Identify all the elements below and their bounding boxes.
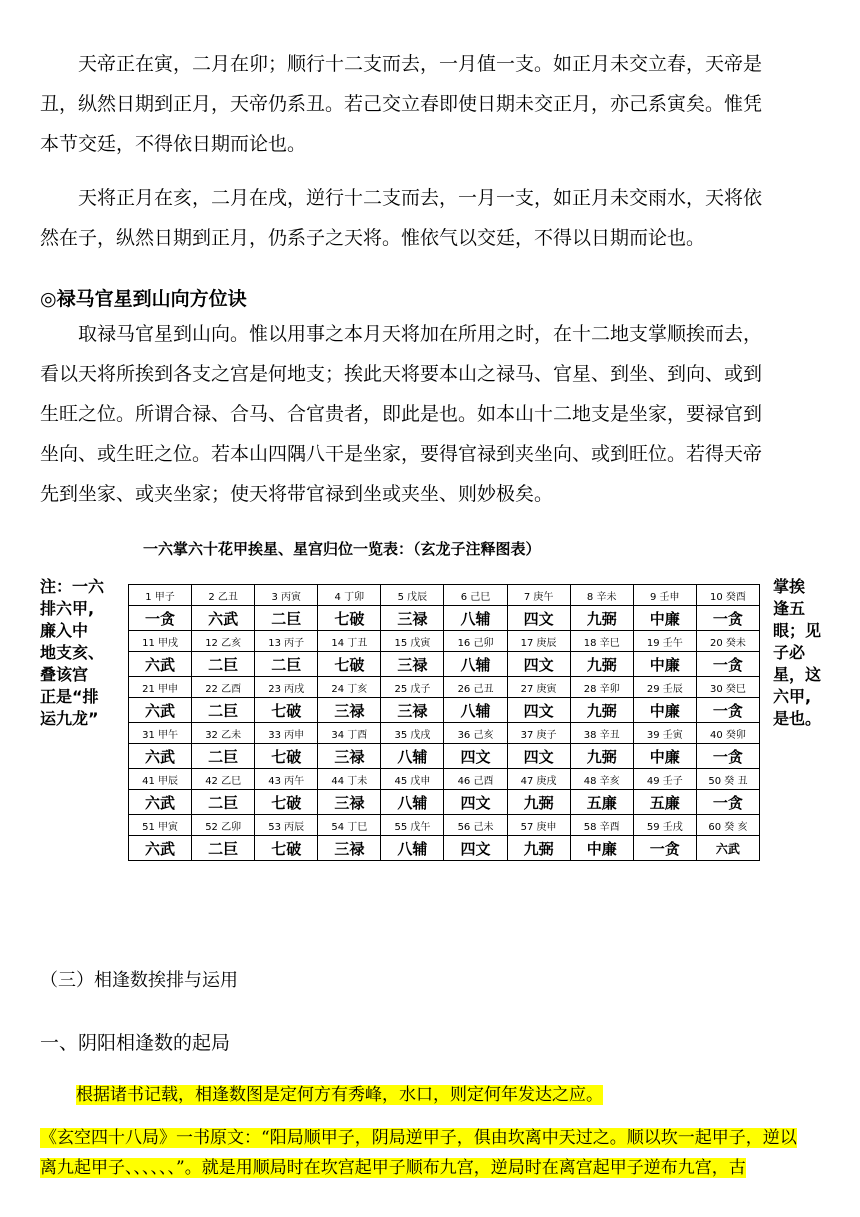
ganzhi-cell: 4 丁卯	[318, 585, 381, 606]
star-cell: 一贪	[696, 606, 759, 631]
section-heading-luma: ◎禄马官星到山向方位诀	[40, 288, 247, 310]
star-cell: 四文	[444, 836, 507, 861]
ganzhi-cell: 37 庚子	[507, 723, 570, 744]
ganzhi-row	[129, 585, 760, 606]
ganzhi-cell: 1 甲子	[129, 585, 192, 606]
star-cell: 九弼	[570, 652, 633, 677]
star-cell: 三禄	[318, 836, 381, 861]
ganzhi-cell: 15 戊寅	[381, 631, 444, 652]
paragraph-tiandi	[40, 44, 820, 164]
star-row	[129, 836, 760, 861]
star-cell: 四文	[507, 698, 570, 723]
star-cell: 一贪	[696, 744, 759, 769]
ganzhi-cell: 23 丙戌	[255, 677, 318, 698]
ganzhi-cell: 16 己卯	[444, 631, 507, 652]
star-cell: 一贪	[129, 606, 192, 631]
side-note-line: 运九龙”	[40, 709, 99, 728]
ganzhi-cell: 3 丙寅	[255, 585, 318, 606]
side-note-line: 廉入中	[40, 621, 89, 640]
ganzhi-cell: 42 乙巳	[192, 769, 255, 790]
ganzhi-cell: 60 癸 亥	[696, 815, 759, 836]
ganzhi-cell: 43 丙午	[255, 769, 318, 790]
star-cell: 三禄	[318, 790, 381, 815]
side-note-line: 是也。	[773, 709, 822, 728]
star-cell: 一贪	[696, 790, 759, 815]
star-cell: 一贪	[696, 652, 759, 677]
ganzhi-cell: 9 壬申	[633, 585, 696, 606]
side-note-line: 子必	[773, 643, 806, 662]
ganzhi-cell: 21 甲申	[129, 677, 192, 698]
ganzhi-cell: 34 丁酉	[318, 723, 381, 744]
star-cell: 七破	[318, 652, 381, 677]
highlight-text: 根据诸书记载，相逢数图是定何方有秀峰，水口，则定何年发达之应。	[76, 1085, 603, 1105]
paragraph-tianjiang	[40, 178, 820, 258]
ganzhi-cell: 48 辛亥	[570, 769, 633, 790]
ganzhi-cell: 59 壬戌	[633, 815, 696, 836]
star-cell: 中廉	[570, 836, 633, 861]
ganzhi-cell: 38 辛丑	[570, 723, 633, 744]
side-note-line: 掌挨	[773, 577, 806, 596]
text-line: 天帝正在寅，二月在卯；顺行十二支而去，一月值一支。如正月未交立春，天帝是	[78, 53, 763, 75]
ganzhi-cell: 26 己丑	[444, 677, 507, 698]
ganzhi-cell: 20 癸未	[696, 631, 759, 652]
text-line: 生旺之位。所谓合禄、合马、合官贵者，即此是也。如本山十二地支是坐家，要禄官到	[40, 403, 763, 425]
star-cell: 四文	[444, 790, 507, 815]
star-cell: 七破	[318, 606, 381, 631]
side-note-line: 注：一六	[40, 577, 105, 596]
ganzhi-cell: 53 丙辰	[255, 815, 318, 836]
ganzhi-cell: 56 己未	[444, 815, 507, 836]
ganzhi-row	[129, 723, 760, 744]
ganzhi-cell: 46 己酉	[444, 769, 507, 790]
ganzhi-cell: 8 辛未	[570, 585, 633, 606]
star-cell: 七破	[255, 836, 318, 861]
star-cell: 二巨	[192, 744, 255, 769]
star-cell: 四文	[507, 606, 570, 631]
star-cell: 三禄	[381, 606, 444, 631]
star-cell: 八辅	[444, 606, 507, 631]
side-note-right	[773, 576, 821, 730]
paragraph-luma-guanxing	[40, 314, 820, 514]
ganzhi-cell: 27 庚寅	[507, 677, 570, 698]
star-row	[129, 790, 760, 815]
star-cell: 六武	[192, 606, 255, 631]
star-cell: 中廉	[633, 744, 696, 769]
text-line: 取禄马官星到山向。惟以用事之本月天将加在所用之时，在十二地支掌顺挨而去，	[78, 323, 763, 345]
ganzhi-cell: 36 己亥	[444, 723, 507, 744]
ganzhi-cell: 39 壬寅	[633, 723, 696, 744]
side-note-line: 星，这	[773, 665, 822, 684]
star-cell: 八辅	[381, 790, 444, 815]
text-line: 天将正月在亥，二月在戌，逆行十二支而去，一月一支，如正月未交雨水，天将依	[78, 187, 763, 209]
star-cell: 九弼	[507, 836, 570, 861]
ganzhi-cell: 45 戊申	[381, 769, 444, 790]
text-line: 坐向、或生旺之位。若本山四隅八干是坐家，要得官禄到夹坐向、或到旺位。若得天帝	[40, 443, 763, 465]
star-cell: 二巨	[192, 652, 255, 677]
ganzhi-cell: 35 戊戌	[381, 723, 444, 744]
text-line: 先到坐家、或夹坐家；使天将带官禄到坐或夹坐、则妙极矣。	[40, 483, 554, 505]
side-note-line: 正是“排	[40, 687, 99, 706]
star-cell: 八辅	[381, 744, 444, 769]
star-cell: 九弼	[570, 744, 633, 769]
ganzhi-cell: 18 辛巳	[570, 631, 633, 652]
ganzhi-cell: 5 戊辰	[381, 585, 444, 606]
ganzhi-row	[129, 677, 760, 698]
text-line: 看以天将所挨到各支之宫是何地支；挨此天将要本山之禄马、官星、到坐、到向、或到	[40, 363, 763, 385]
ganzhi-cell: 32 乙未	[192, 723, 255, 744]
jiazi-star-table	[128, 584, 760, 861]
ganzhi-cell: 25 戊子	[381, 677, 444, 698]
subsection-title: 一、阴阳相逢数的起局	[40, 1032, 231, 1054]
star-cell: 中廉	[633, 652, 696, 677]
star-cell: 三禄	[381, 698, 444, 723]
side-note-line: 六甲,	[773, 687, 812, 706]
star-cell: 四文	[444, 744, 507, 769]
star-cell: 五廉	[633, 790, 696, 815]
ganzhi-cell: 33 丙申	[255, 723, 318, 744]
star-cell: 一贪	[633, 836, 696, 861]
star-cell: 四文	[507, 744, 570, 769]
star-cell: 六武	[129, 836, 192, 861]
star-row	[129, 744, 760, 769]
side-note-line: 叠该宫	[40, 665, 89, 684]
ganzhi-cell: 51 甲寅	[129, 815, 192, 836]
ganzhi-cell: 49 壬子	[633, 769, 696, 790]
star-cell: 六武	[129, 652, 192, 677]
ganzhi-cell: 44 丁未	[318, 769, 381, 790]
star-cell: 二巨	[255, 606, 318, 631]
ganzhi-cell: 54 丁巳	[318, 815, 381, 836]
star-cell: 九弼	[570, 606, 633, 631]
ganzhi-cell: 10 癸酉	[696, 585, 759, 606]
star-cell: 六武	[129, 744, 192, 769]
star-cell: 三禄	[318, 698, 381, 723]
ganzhi-cell: 50 癸 丑	[696, 769, 759, 790]
star-cell: 一贪	[696, 698, 759, 723]
ganzhi-cell: 6 己巳	[444, 585, 507, 606]
star-cell: 七破	[255, 790, 318, 815]
ganzhi-cell: 22 乙酉	[192, 677, 255, 698]
ganzhi-cell: 28 辛卯	[570, 677, 633, 698]
ganzhi-cell: 14 丁丑	[318, 631, 381, 652]
star-cell: 八辅	[381, 836, 444, 861]
star-cell: 三禄	[318, 744, 381, 769]
table-caption: 一六掌六十花甲挨星、星宫归位一览表：（玄龙子注释图表）	[143, 540, 541, 558]
ganzhi-cell: 55 戊午	[381, 815, 444, 836]
star-cell: 中廉	[633, 698, 696, 723]
text-line: 丑，纵然日期到正月，天帝仍系丑。若己交立春即使日期未交正月，亦己系寅矣。惟凭	[40, 93, 763, 115]
ganzhi-cell: 57 庚申	[507, 815, 570, 836]
ganzhi-cell: 40 癸卯	[696, 723, 759, 744]
ganzhi-row	[129, 769, 760, 790]
side-note-line: 眼；见	[773, 621, 822, 640]
highlight-text: 离九起甲子、、、、、、”。就是用顺局时在坎宫起甲子顺布九宫，逆局时在离宫起甲子逆布九宫，古	[40, 1158, 746, 1178]
side-note-line: 地支亥、	[40, 643, 105, 662]
star-cell: 四文	[507, 652, 570, 677]
star-row	[129, 698, 760, 723]
side-note-line: 逢五	[773, 599, 806, 618]
highlight-text: 《玄空四十八局》一书原文：“阳局顺甲子，阴局逆甲子，俱由坎离中天过之。顺以坎一起甲子，逆以	[40, 1128, 797, 1148]
ganzhi-cell: 2 乙丑	[192, 585, 255, 606]
side-note-line: 排六甲,	[40, 599, 95, 618]
highlight-line	[40, 1153, 830, 1183]
ganzhi-cell: 13 丙子	[255, 631, 318, 652]
ganzhi-cell: 58 辛酉	[570, 815, 633, 836]
star-cell: 二巨	[255, 652, 318, 677]
ganzhi-cell: 7 庚午	[507, 585, 570, 606]
ganzhi-cell: 24 丁亥	[318, 677, 381, 698]
star-cell: 三禄	[381, 652, 444, 677]
text-line: 本节交廷，不得依日期而论也。	[40, 133, 307, 155]
star-cell: 九弼	[570, 698, 633, 723]
star-cell: 二巨	[192, 836, 255, 861]
ganzhi-cell: 41 甲辰	[129, 769, 192, 790]
star-cell: 中廉	[633, 606, 696, 631]
star-row	[129, 606, 760, 631]
star-cell: 七破	[255, 744, 318, 769]
star-row	[129, 652, 760, 677]
ganzhi-cell: 17 庚辰	[507, 631, 570, 652]
side-note-left	[40, 576, 104, 730]
highlight-line	[40, 1123, 830, 1153]
section-title: （三）相逢数挨排与运用	[40, 970, 238, 991]
star-cell: 二巨	[192, 698, 255, 723]
ganzhi-row	[129, 631, 760, 652]
ganzhi-cell: 30 癸巳	[696, 677, 759, 698]
star-cell: 九弼	[507, 790, 570, 815]
star-cell: 六武	[696, 836, 759, 861]
star-cell: 六武	[129, 698, 192, 723]
ganzhi-cell: 12 乙亥	[192, 631, 255, 652]
star-cell: 八辅	[444, 698, 507, 723]
star-cell: 五廉	[570, 790, 633, 815]
star-cell: 七破	[255, 698, 318, 723]
ganzhi-cell: 31 甲午	[129, 723, 192, 744]
ganzhi-cell: 47 庚戌	[507, 769, 570, 790]
highlight-paragraph-1	[76, 1080, 603, 1110]
star-cell: 二巨	[192, 790, 255, 815]
star-cell: 六武	[129, 790, 192, 815]
highlight-paragraph-2	[40, 1123, 830, 1183]
ganzhi-cell: 11 甲戌	[129, 631, 192, 652]
ganzhi-cell: 29 壬辰	[633, 677, 696, 698]
ganzhi-cell: 19 壬午	[633, 631, 696, 652]
star-cell: 八辅	[444, 652, 507, 677]
ganzhi-cell: 52 乙卯	[192, 815, 255, 836]
ganzhi-row	[129, 815, 760, 836]
text-line: 然在子，纵然日期到正月，仍系子之天将。惟依气以交廷，不得以日期而论也。	[40, 227, 706, 249]
